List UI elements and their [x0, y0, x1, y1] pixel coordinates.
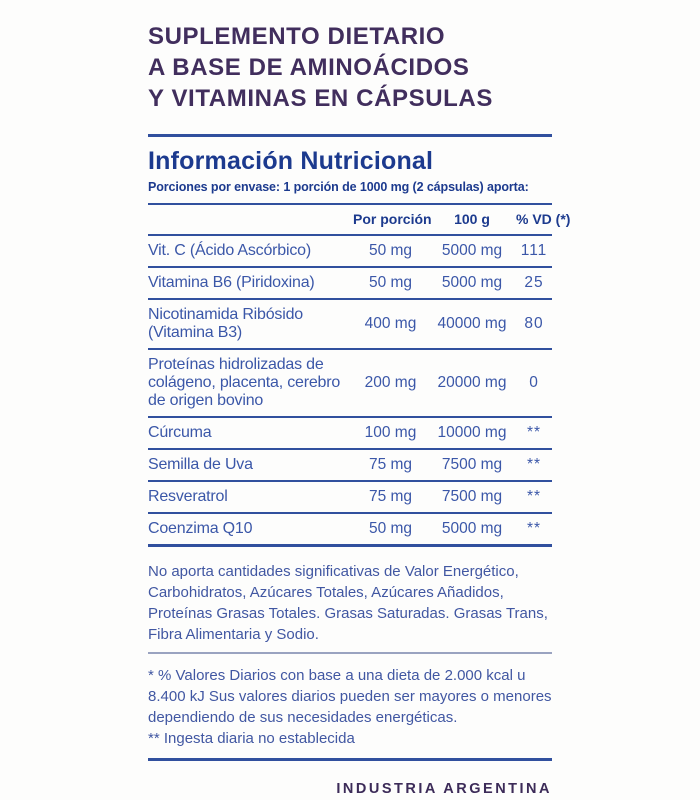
vd-value: 25 — [524, 274, 544, 291]
per-100g-value: 5000 mg — [441, 274, 503, 291]
nutrient-name: Semilla de Uva — [148, 456, 253, 473]
per-serving-value: 400 mg — [364, 315, 417, 332]
table-row — [148, 418, 552, 450]
per-100g-value: 20000 mg — [437, 374, 507, 391]
nutrient-name: Vitamina B6 (Piridoxina) — [148, 274, 315, 291]
product-title-line-3: Y VITAMINAS EN CÁPSULAS — [148, 85, 493, 112]
table-row — [148, 482, 552, 514]
vd-value: ** — [526, 424, 542, 441]
nutrition-panel — [148, 146, 571, 761]
footnote-divider — [148, 652, 552, 654]
label-footer — [148, 781, 552, 797]
table-row — [148, 300, 552, 350]
table-row — [148, 514, 552, 547]
per-100g-value: 5000 mg — [441, 520, 503, 537]
per-serving-value: 75 mg — [368, 456, 413, 473]
nutrient-name: Coenzima Q10 — [148, 520, 253, 537]
table-row — [148, 350, 552, 418]
per-serving-value: 50 mg — [368, 242, 413, 259]
vd-value: 0 — [529, 374, 539, 391]
table-header-row — [148, 203, 571, 236]
no-established-intake-footnote: ** Ingesta diaria no establecida — [148, 730, 355, 747]
per-100g-value: 40000 mg — [437, 315, 507, 332]
nutrient-name: Cúrcuma — [148, 424, 212, 441]
per-serving-value: 50 mg — [368, 274, 413, 291]
nutrient-name: Vit. C (Ácido Ascórbico) — [148, 242, 311, 259]
product-title — [148, 21, 552, 114]
per-serving-value: 75 mg — [368, 488, 413, 505]
column-header-100g: 100 g — [454, 211, 490, 227]
per-serving-value: 50 mg — [368, 520, 413, 537]
column-header-per-serving: Por porción — [353, 211, 432, 227]
servings-line: Porciones por envase: 1 porción de 1000 mg (2 cápsulas) aporta: — [148, 180, 529, 194]
per-100g-value: 7500 mg — [441, 488, 503, 505]
nutrition-heading: Información Nutricional — [148, 147, 434, 175]
per-100g-value: 10000 mg — [437, 424, 507, 441]
table-row — [148, 450, 552, 482]
nutrient-name: Resveratrol — [148, 488, 228, 505]
per-serving-value: 200 mg — [364, 374, 417, 391]
per-100g-value: 5000 mg — [441, 242, 503, 259]
vd-value: ** — [526, 488, 542, 505]
column-header-vd: % VD (*) — [516, 211, 571, 227]
nutrient-name: Nicotinamida Ribósido (Vitamina B3) — [148, 306, 303, 341]
table-row — [148, 268, 552, 300]
per-serving-value: 100 mg — [364, 424, 417, 441]
bottom-divider — [148, 758, 552, 761]
supplement-label — [148, 0, 571, 797]
table-row — [148, 236, 552, 268]
vd-value: ** — [526, 520, 542, 537]
product-title-line-1: SUPLEMENTO DIETARIO — [148, 23, 446, 50]
vd-value: 111 — [520, 242, 548, 259]
daily-values-footnote: * % Valores Diarios con base a una dieta de 2.000 kcal u 8.400 kJ Sus valores diarios pueden ser mayores o menores dependiendo de sus necesidades energéticas. — [148, 667, 552, 726]
product-title-line-2: A BASE DE AMINOÁCIDOS — [148, 54, 470, 81]
nutrient-name: Proteínas hidrolizadas de colágeno, placenta, cerebro de origen bovino — [148, 356, 341, 409]
nutrition-table — [148, 203, 571, 547]
per-100g-value: 7500 mg — [441, 456, 503, 473]
top-divider — [148, 134, 552, 137]
country-of-origin: INDUSTRIA ARGENTINA — [336, 781, 552, 797]
vd-value: 80 — [524, 315, 544, 332]
no-significant-amounts-note: No aporta cantidades significativas de Valor Energético, Carbohidratos, Azúcares Totales, Azúcares Añadidos, Proteínas Grasas Totales. Grasas Saturadas. Grasas Trans, Fibra Alimentaria y Sodio. — [148, 563, 548, 643]
vd-value: ** — [526, 456, 542, 473]
